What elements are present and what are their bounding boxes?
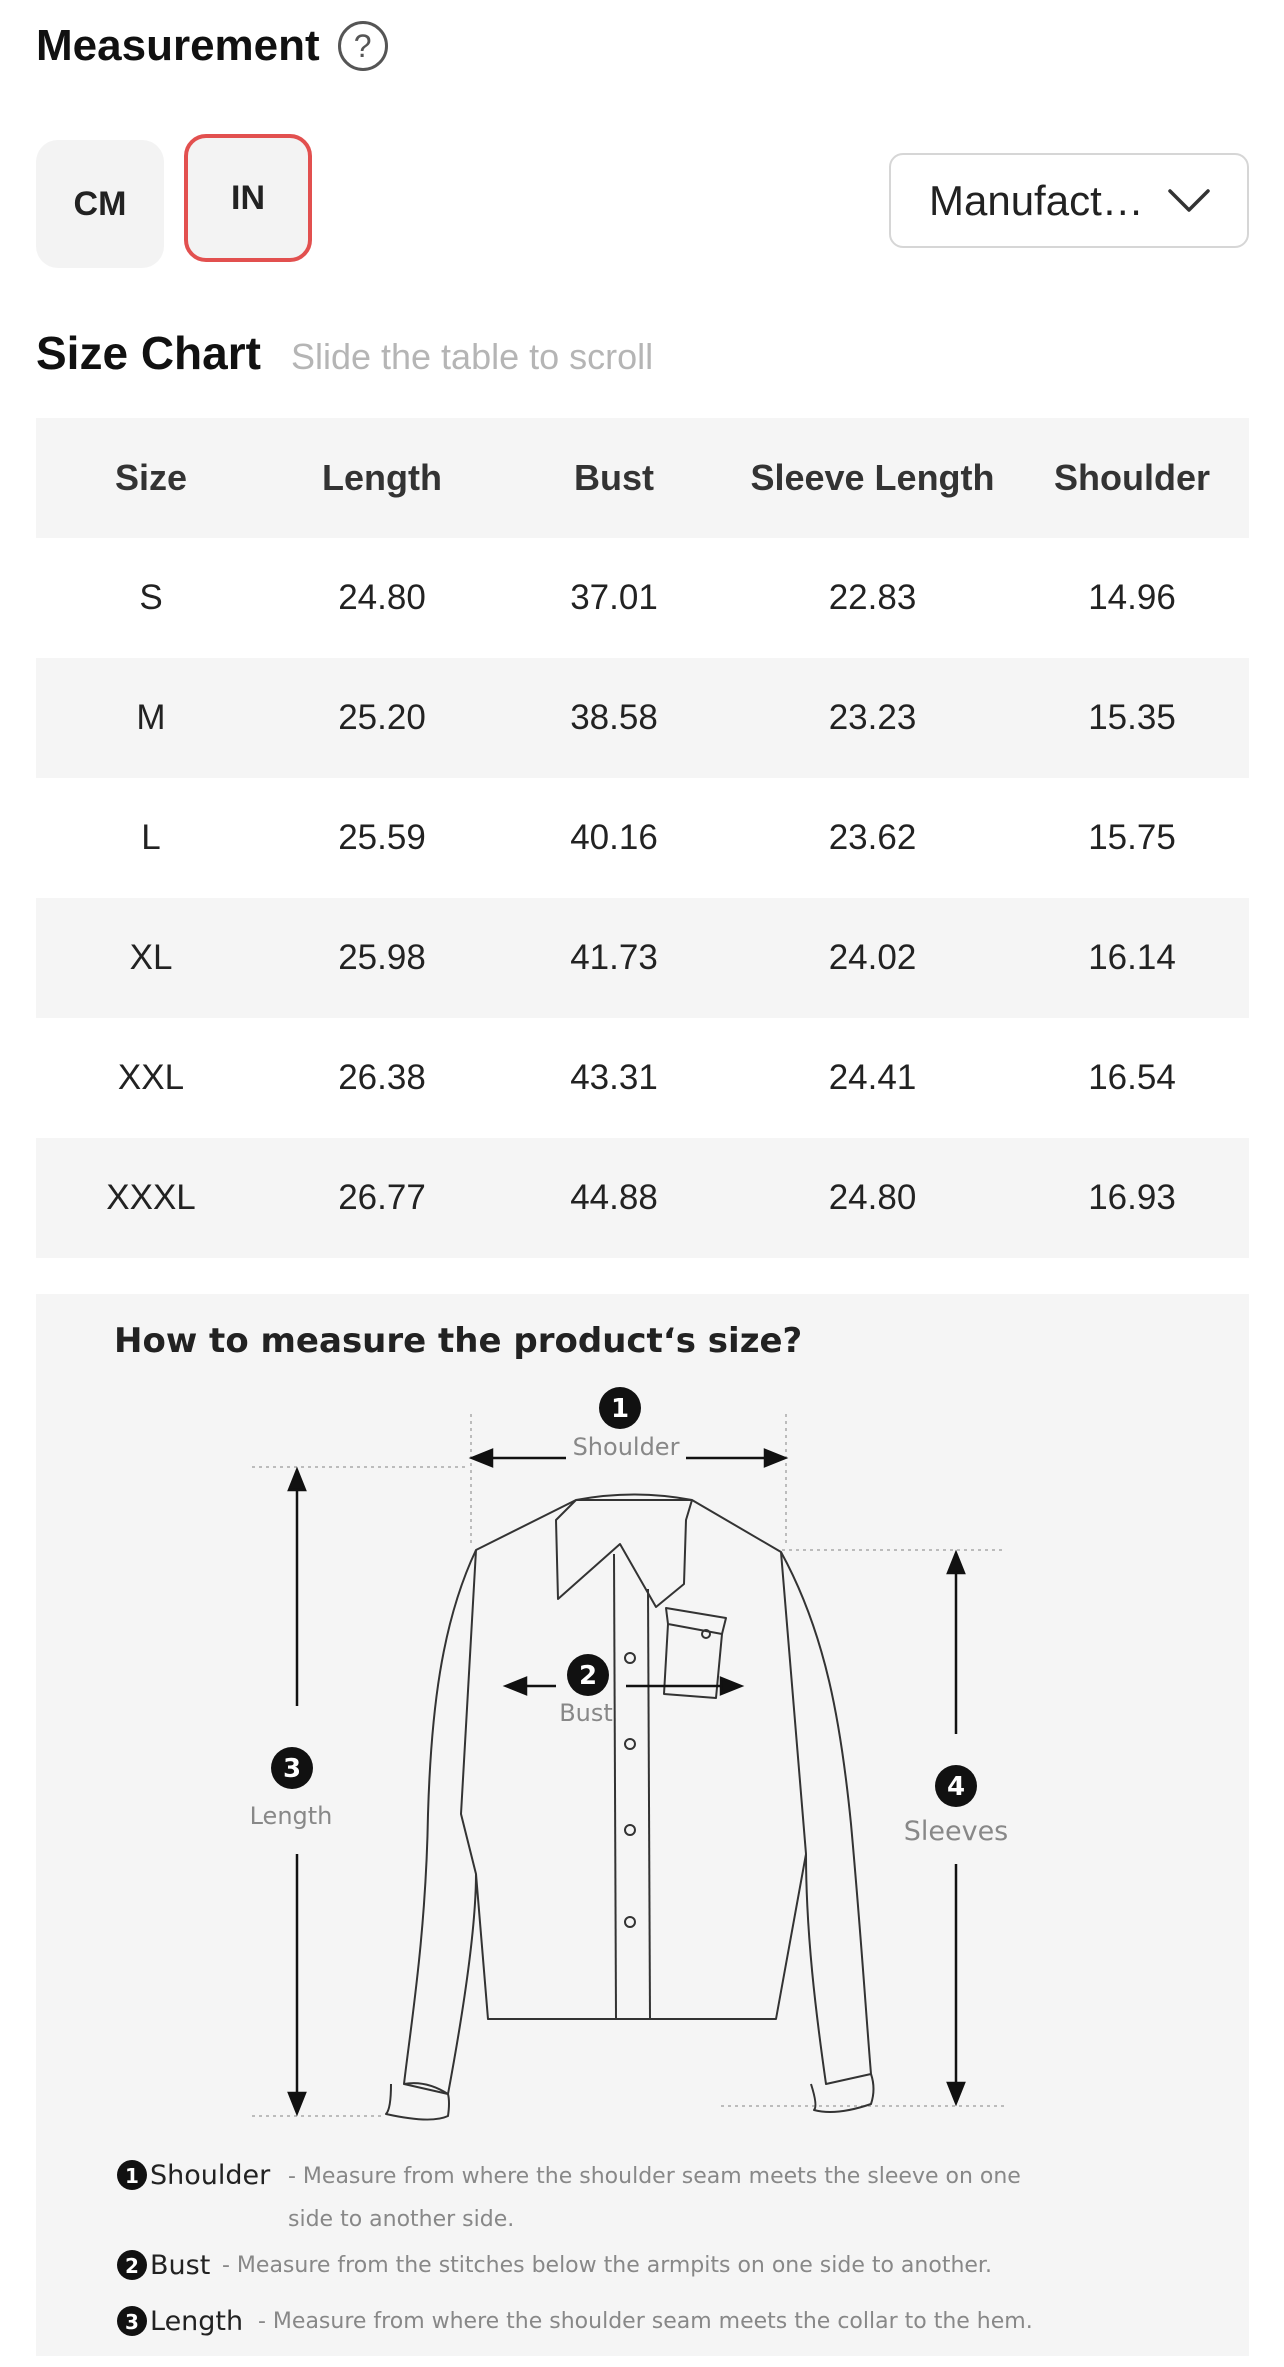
table-cell: 23.23	[828, 698, 917, 737]
svg-text:1: 1	[610, 1394, 630, 1424]
table-cell: 25.59	[338, 818, 426, 857]
shirt-diagram	[36, 1294, 1249, 2356]
table-cell: XXL	[117, 1058, 185, 1097]
size-standard-dropdown[interactable]	[889, 153, 1249, 248]
svg-text:side to another side.: side to another side.	[288, 2207, 515, 2232]
table-row	[36, 778, 1249, 898]
column-header: Shoulder	[1053, 457, 1210, 498]
svg-text:1: 1	[125, 2164, 139, 2188]
table-cell: 44.88	[570, 1178, 658, 1217]
table-cell: 38.58	[570, 698, 658, 737]
table-cell: L	[141, 818, 161, 857]
table-cell: 26.38	[338, 1058, 426, 1097]
table-cell: 24.80	[828, 1178, 917, 1217]
table-row	[36, 538, 1249, 658]
table-cell: 14.96	[1088, 578, 1176, 617]
svg-text:Shoulder: Shoulder	[150, 2160, 271, 2191]
svg-text:Sleeves: Sleeves	[903, 1816, 1009, 1847]
table-cell: S	[139, 578, 163, 617]
table-cell: 24.80	[338, 578, 426, 617]
unit-in-button[interactable]: IN	[184, 134, 312, 262]
chevron-down-icon	[1167, 187, 1211, 215]
measurement-header	[36, 18, 388, 74]
table-cell: 24.41	[828, 1058, 917, 1097]
svg-text:- Measure from where the shoul: - Measure from where the shoulder seam meets the collar to the hem.	[258, 2309, 1033, 2334]
table-cell: M	[136, 698, 166, 737]
table-cell: 26.77	[338, 1178, 426, 1217]
table-cell: 40.16	[570, 818, 658, 857]
svg-text:- Measure from the stitches be: - Measure from the stitches below the armpits on one side to another.	[222, 2253, 992, 2278]
table-cell: 22.83	[828, 578, 917, 617]
svg-text:Shoulder: Shoulder	[572, 1433, 680, 1461]
svg-text:Bust: Bust	[150, 2250, 211, 2281]
svg-text:2: 2	[578, 1661, 598, 1691]
table-cell: 24.02	[828, 938, 917, 977]
table-cell: 15.35	[1088, 698, 1176, 737]
svg-text:2: 2	[125, 2254, 139, 2278]
svg-text:4: 4	[946, 1772, 966, 1802]
table-cell: 41.73	[570, 938, 658, 977]
table-cell: 43.31	[570, 1058, 658, 1097]
question-circle-icon[interactable]: ?	[338, 21, 388, 71]
table-cell: 15.75	[1088, 818, 1176, 857]
table-cell: 16.93	[1088, 1178, 1176, 1217]
svg-text:Length: Length	[150, 2306, 244, 2337]
measure-legend	[117, 2160, 1033, 2337]
column-header: Size	[114, 457, 188, 498]
column-header: Sleeve Length	[750, 457, 995, 498]
table-row	[36, 658, 1249, 778]
svg-text:- Measure from where the shoul: - Measure from where the shoulder seam meets the sleeve on one	[288, 2164, 1021, 2189]
column-header: Length	[322, 457, 442, 498]
svg-text:Length: Length	[249, 1802, 333, 1830]
table-cell: 37.01	[570, 578, 658, 617]
scroll-hint: Slide the table to scroll	[290, 336, 654, 377]
dropdown-value: Manufact…	[929, 176, 1144, 224]
table-cell: 25.98	[338, 938, 426, 977]
table-cell: 23.62	[828, 818, 917, 857]
table-cell: XXXL	[106, 1178, 196, 1217]
table-cell: XL	[129, 938, 173, 977]
table-cell: 25.20	[338, 698, 426, 737]
table-cell: 16.14	[1088, 938, 1176, 977]
size-chart-heading	[36, 326, 653, 380]
svg-text:Bust: Bust	[559, 1699, 613, 1727]
table-row	[36, 1018, 1249, 1138]
column-header: Bust	[574, 457, 654, 498]
size-chart-title: Size Chart	[36, 327, 261, 379]
table-header-row	[36, 418, 1249, 538]
table-row	[36, 1138, 1249, 1258]
table-row	[36, 898, 1249, 1018]
guide-title: How to measure the product‘s size?	[114, 1321, 803, 1361]
measurement-title: Measurement	[36, 21, 320, 70]
table-cell: 16.54	[1088, 1058, 1176, 1097]
svg-text:3: 3	[125, 2310, 139, 2334]
measure-guide	[36, 1294, 1249, 2356]
size-table[interactable]	[36, 418, 1249, 1258]
unit-cm-button[interactable]: CM	[36, 140, 164, 268]
svg-text:3: 3	[282, 1754, 302, 1784]
